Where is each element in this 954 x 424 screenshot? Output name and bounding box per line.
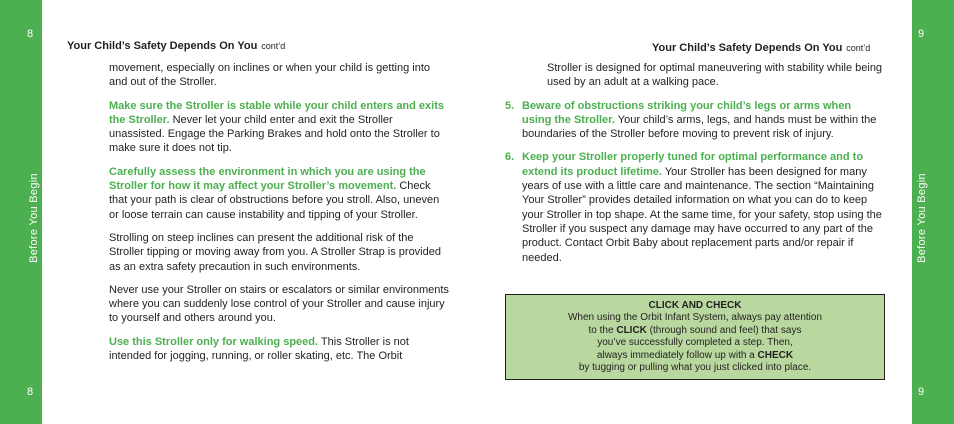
page-number-right-bottom: 9 [918, 386, 925, 398]
page-header-right [652, 42, 870, 54]
page-header-left [67, 40, 285, 52]
page-number-left-top: 8 [27, 28, 34, 40]
callout-title: CLICK AND CHECK [648, 300, 742, 311]
emphasis: Keep your Stroller properly tuned for optimal performance and to extend its product lifetime. [522, 151, 864, 178]
header-title: Your Child’s Safety Depends On You [652, 42, 843, 54]
right-column [505, 61, 883, 274]
paragraph: Use this Stroller only for walking speed. This Stroller is not intended for jogging, running, or roller skating, etc. The Orbit [109, 335, 409, 363]
header-contd: cont’d [846, 43, 871, 53]
callout-line: When using the Orbit Infant System, always pay attention [567, 312, 823, 324]
page-number-right-top: 9 [918, 28, 925, 40]
page-number-left-bottom: 8 [27, 386, 34, 398]
left-column [109, 61, 451, 372]
callout-line: you’ve successfully completed a step. Then, [597, 337, 793, 349]
header-contd: cont’d [261, 41, 286, 51]
emphasis: Use this Stroller only for walking speed. [109, 335, 319, 348]
paragraph: Stroller is designed for optimal maneuvering with stability while being used by an adult at a walking pace. [547, 62, 883, 89]
side-label-right: Before You Begin [916, 173, 928, 263]
list-item-5: 5. Beware of obstructions striking your child’s legs or arms when using the Stroller. Your child’s arms, legs, and hands must be within the boundaries of the Stroller before moving to prevent risk of injury. [505, 99, 877, 141]
header-title: Your Child’s Safety Depends On You [67, 40, 258, 52]
list-number: 5. [505, 99, 515, 112]
paragraph: movement, especially on inclines or when your child is getting into and out of the Stroller. [109, 62, 430, 89]
paragraph: Strolling on steep inclines can present the additional risk of the Stroller tipping or moving away from you. A Stroller Strap is provided as an extra safety precaution in such environments. [109, 231, 441, 273]
emphasis: Beware of obstructions striking your child’s legs or arms when using the Stroller. [522, 99, 852, 126]
side-label-left: Before You Begin [28, 173, 40, 263]
callout-line: always immediately follow up with a CHECK [596, 349, 794, 361]
emphasis: Carefully assess the environment in which you are using the Stroller for how it may affect your Stroller’s movement. [109, 165, 426, 193]
click-and-check-callout [505, 294, 885, 380]
paragraph: Make sure the Stroller is stable while your child enters and exits the Stroller. Never let your child enter and exit the Stroller unassisted. Engage the Parking Brakes and hold onto the Stroller to make sure it does not tip. [109, 99, 445, 155]
emphasis: Make sure the Stroller is stable while your child enters and exits the Stroller. [109, 99, 445, 126]
callout-line: to the CLICK (through sound and feel) that says [588, 324, 802, 336]
paragraph: Carefully assess the environment in which you are using the Stroller for how it may affect your Stroller’s movement. Check that your path is clear of obstructions before you stroll. Also, uneven or loose terrain can cause instability and tipping of your Stroller. [109, 165, 440, 221]
callout-line: by tugging or pulling what you just clicked into place. [578, 362, 812, 374]
list-number: 6. [505, 151, 515, 164]
list-item-6: 6. Keep your Stroller properly tuned for optimal performance and to extend its product lifetime. Your Stroller has been designed for many years of use with a little care and maintenance. The section “Maintaining Your Stroller” provides detailed information on what you can do to keep your Stroller in top shape. At the same time, for your safety, stop using the Stroller if you suspect any damage may have occurred to any part of the product. Contact Orbit Baby about replacement parts and/or repair if needed. [505, 151, 882, 264]
paragraph: Never use your Stroller on stairs or escalators or similar environments where you can suddenly lose control of your Stroller and cause injury to yourself and others around you. [109, 283, 449, 325]
